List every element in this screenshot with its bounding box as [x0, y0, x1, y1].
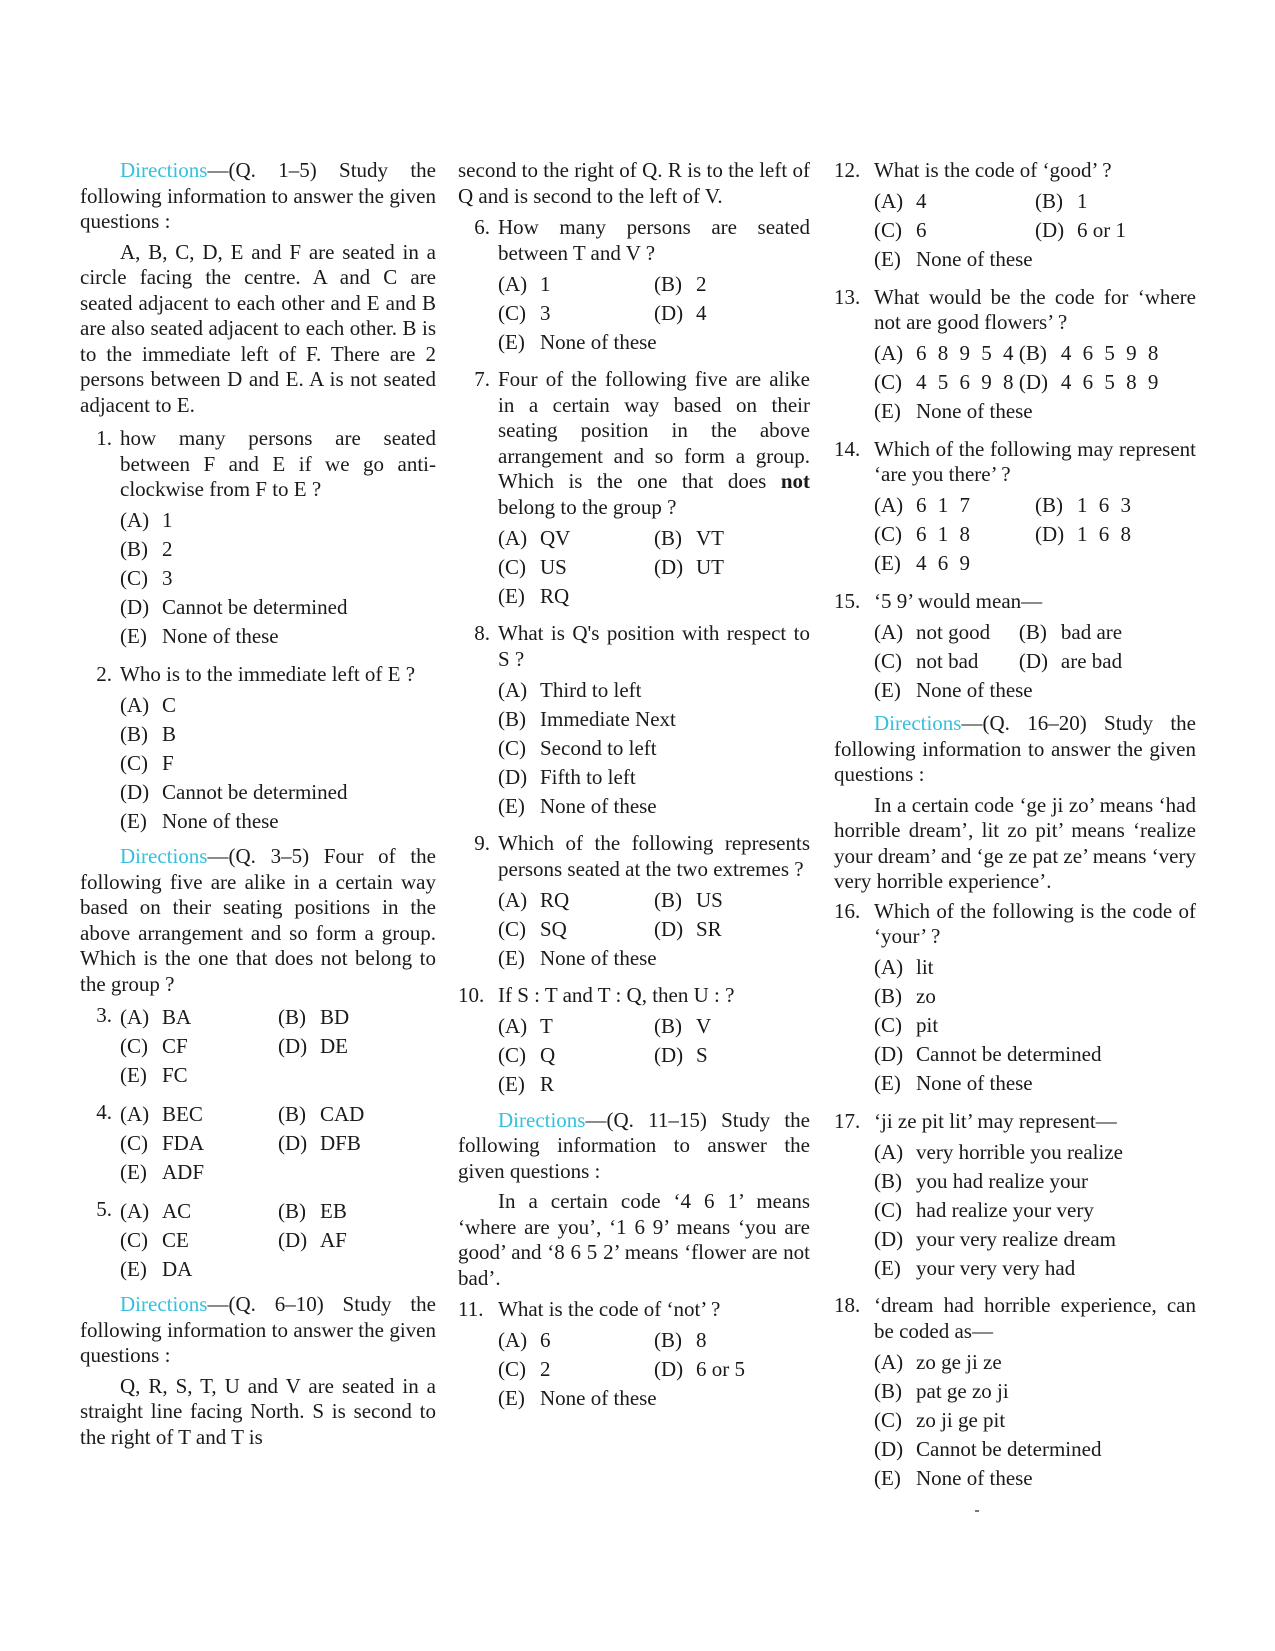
question-13-options: (A) 6 8 9 5 4 (B) 4 6 5 9 8 (C) 4 5 6 9 8 (D) 4 6 5 8 9 (E) None of these — [874, 341, 1162, 424]
option: (C) pit — [874, 1013, 939, 1038]
question-12-options: (A) 4 (B) 1 (C) 6 (D) 6 or 1 (E) None of these — [874, 189, 1126, 272]
directions-q3-5: Directions—(Q. 3–5) Four of the following five are alike in a certain way based on their seating positions in the above arrangement and so form a group. Which is the one that does not belong to the group ? — [80, 844, 436, 996]
directions-q16-20: Directions—(Q. 16–20) Study the following information to answer the given questions : — [834, 711, 1196, 786]
question-3: 3. (A) BA (B) BD (C) CF (D) DE (E) FC — [96, 1003, 350, 1087]
option: (C) zo ji ge pit — [874, 1407, 1006, 1432]
option: (D) Cannot be determined — [874, 1042, 1102, 1067]
question-6-options: (A) 1 (B) 2 (C) 3 (D) 4 (E) None of these — [498, 271, 707, 354]
option: (D) Fifth to left — [498, 764, 636, 789]
passage-circle-seating: A, B, C, D, E and F are seated in a circle facing the centre. A and C are seated adjacent to each other and E and B are also seated adjacent to each other. B is to the immediate left of F. There are 2 persons between D and E. A is not seated adjacent to E. — [80, 239, 436, 417]
option: (E) None of these — [874, 1465, 1033, 1490]
question-7-options: (A) QV (B) VT (C) US (D) UT (E) RQ — [498, 525, 724, 608]
question-1: 1. how many persons are seated between F and E if we go anti-clockwise from F to E ? — [96, 426, 436, 501]
passage-line-seating-cont: second to the right of Q. R is to the left of Q and is second to the left of V. — [458, 158, 810, 208]
option: (E) your very very had — [874, 1255, 1076, 1280]
option: (C) 3 — [120, 566, 173, 591]
page-mark — [975, 1510, 979, 1512]
question-17: 17. ‘ji ze pit lit’ may represent— — [834, 1109, 1196, 1135]
option: (B) zo — [874, 984, 936, 1009]
passage-number-code: In a certain code ‘4 6 1’ means ‘where are you’, ‘1 6 9’ means ‘you are good’ and ‘8 6 5 2’ means ‘flower are not bad’. — [458, 1189, 810, 1290]
column-right — [834, 158, 1196, 1493]
question-9: 9. Which of the following represents persons seated at the two extremes ? — [474, 831, 810, 881]
question-text: What is the code of ‘not’ ? — [498, 1297, 721, 1321]
question-1-options — [120, 507, 436, 652]
question-text: Four of the following five are alike in a certain way based on their seating position in the above arrangement and so form a group. Which is the one that does not belong to the group ? — [498, 367, 810, 519]
question-18-options — [874, 1348, 1196, 1493]
option: (A) very horrible you realize — [874, 1139, 1123, 1164]
option: (A) zo ge ji ze — [874, 1349, 1002, 1374]
column-left — [80, 158, 436, 1450]
question-15-options: (A) not good (B) bad are (C) not bad (D) are bad (E) None of these — [874, 619, 1123, 702]
question-15: 15. ‘5 9’ would mean— — [834, 589, 1196, 615]
question-text: Which of the following is the code of ‘your’ ? — [874, 898, 1196, 948]
option: (E) None of these — [120, 808, 279, 833]
option: (D) Cannot be determined — [874, 1436, 1102, 1461]
question-10-options: (A) T (B) V (C) Q (D) S (E) R — [498, 1014, 712, 1097]
question-14-options: (A) 6 1 7 (B) 1 6 3 (C) 6 1 8 (D) 1 6 8 (E) 4 6 9 — [874, 493, 1134, 576]
passage-line-seating: Q, R, S, T, U and V are seated in a straight line facing North. S is second to the right of T and T is — [80, 1373, 436, 1449]
question-13: 13. What would be the code for ‘where not are good flowers’ ? — [834, 284, 1196, 334]
option: (C) F — [120, 750, 174, 775]
option: (A) Third to left — [498, 677, 642, 702]
question-11-options: (A) 6 (B) 8 (C) 2 (D) 6 or 5 (E) None of these — [498, 1328, 745, 1411]
option: (E) None of these — [874, 1071, 1033, 1096]
option: (B) Immediate Next — [498, 706, 676, 731]
question-11: 11. What is the code of ‘not’ ? — [458, 1297, 810, 1323]
directions-label: Directions — [120, 1292, 208, 1316]
question-text: Which of the following represents persons seated at the two extremes ? — [498, 831, 810, 881]
question-14: 14. Which of the following may represent ‘are you there’ ? — [834, 436, 1196, 486]
option: (B) pat ge zo ji — [874, 1378, 1009, 1403]
option: (D) Cannot be determined — [120, 779, 348, 804]
option: (C) had realize your very — [874, 1197, 1094, 1222]
option: (D) your very realize dream — [874, 1226, 1116, 1251]
question-text: What is Q's position with respect to S ? — [498, 621, 810, 671]
column-middle — [458, 158, 810, 1414]
option: (A) C — [120, 692, 177, 717]
question-2: 2. Who is to the immediate left of E ? — [80, 662, 436, 688]
option: (B) B — [120, 721, 177, 746]
option: (E) None of these — [498, 793, 657, 818]
question-text: ‘ji ze pit lit’ may represent— — [874, 1108, 1117, 1133]
question-5: 5. (A) AC (B) EB (C) CE (D) AF (E) DA — [96, 1197, 347, 1281]
question-16-options — [874, 954, 1196, 1099]
question-12: 12. What is the code of ‘good’ ? — [834, 158, 1196, 184]
question-18: 18. ‘dream had horrible experience, can be coded as— — [834, 1293, 1196, 1343]
question-text: What is the code of ‘good’ ? — [874, 158, 1112, 182]
question-9-options: (A) RQ (B) US (C) SQ (D) SR (E) None of these — [498, 887, 723, 970]
question-16: 16. Which of the following is the code of ‘your’ ? — [834, 898, 1196, 948]
question-text: Which of the following may represent ‘are you there’ ? — [874, 436, 1196, 486]
question-2-options — [120, 691, 436, 836]
directions-label: Directions — [874, 711, 962, 735]
directions-label: Directions — [120, 158, 208, 182]
question-8: 8. What is Q's position with respect to S ? — [474, 621, 810, 671]
passage-word-code: In a certain code ‘ge ji zo’ means ‘had horrible dream’, lit zo pit’ means ‘realize your dream’ and ‘ge ze pat ze’ means ‘very very horrible experience’. — [834, 792, 1196, 893]
directions-label: Directions — [120, 844, 208, 868]
question-text: ‘dream had horrible experience, can be coded as— — [874, 1293, 1196, 1343]
question-7: 7. Four of the following five are alike in a certain way based on their seating position in the above arrangement and so form a group. Which is the one that does not belong to the group ? — [474, 367, 810, 519]
option: (E) None of these — [120, 624, 279, 649]
option: (D) Cannot be determined — [120, 595, 348, 620]
directions-label: Directions — [498, 1107, 586, 1132]
option: (C) Second to left — [498, 735, 657, 760]
question-text: What would be the code for ‘where not are good flowers’ ? — [874, 284, 1196, 334]
question-8-options — [498, 676, 810, 821]
question-10: 10. If S : T and T : Q, then U : ? — [458, 983, 810, 1009]
question-text: Who is to the immediate left of E ? — [120, 661, 416, 686]
question-text: ‘5 9’ would mean— — [874, 588, 1043, 613]
question-4: 4. (A) BEC (B) CAD (C) FDA (D) DFB (E) ADF — [96, 1100, 365, 1184]
question-text: How many persons are seated between T and V ? — [498, 215, 810, 265]
question-text: If S : T and T : Q, then U : ? — [498, 983, 735, 1007]
option: (B) you had realize your — [874, 1168, 1089, 1193]
option: (B) 2 — [120, 537, 173, 562]
question-text: how many persons are seated between F and E if we go anti-clockwise from F to E ? — [120, 426, 436, 501]
directions-q11-15: Directions—(Q. 11–15) Study the following information to answer the given questions : — [458, 1107, 810, 1183]
option: (A) lit — [874, 955, 934, 980]
question-6: 6. How many persons are seated between T and V ? — [474, 215, 810, 265]
directions-q1-5: Directions—(Q. 1–5) Study the following information to answer the given questions : — [80, 158, 436, 233]
option: (A) 1 — [120, 508, 173, 533]
directions-q6-10: Directions—(Q. 6–10) Study the following information to answer the given questions : — [80, 1292, 436, 1367]
question-17-options — [874, 1138, 1196, 1283]
